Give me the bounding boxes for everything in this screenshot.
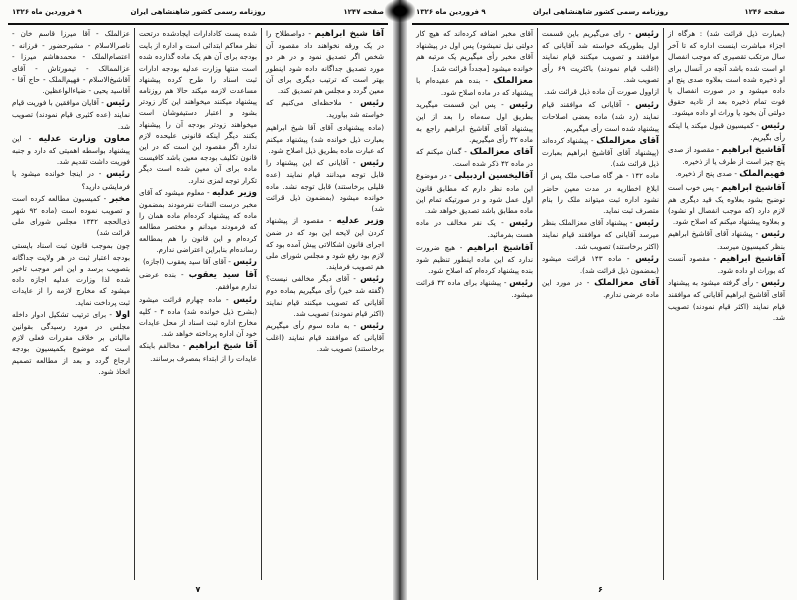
paragraph	[542, 99, 659, 134]
paragraph	[668, 182, 785, 228]
header-rule	[412, 23, 789, 25]
paragraph	[668, 144, 785, 167]
left-page	[0, 0, 396, 600]
speaker-name: رئیس	[106, 98, 130, 109]
paragraph-text: - مخالفم باینکه عایدات را از ابتداء بمصرف برسانند.	[139, 341, 257, 363]
paragraph-text: - در مورد این ماده عرضی ندارم.	[542, 278, 659, 300]
paragraph-text: عزالملک - آقا میرزا قاسم خان - ناصرالاسلام - مشیرحضور - فرزانه - اعتصام‌الملک - محمدهاشم میرزا - عزالممالک - تیمورتاش - آقای آقاشیخ‌الاسلام - فهیم‌الملک - حاج آقا - آقاسید یحیی - ضیاءالواعظین.	[12, 29, 130, 96]
issue-date: ۹ فروردین ماه ۱۳۲۶	[12, 8, 82, 16]
paragraph-text: - گمان میکنم که در ماده ۴۲ ذکر شده است.	[416, 147, 533, 169]
paragraph	[542, 86, 659, 98]
paragraph-text: - به ماده سوم رأی میگیریم آقایانی که موافقند قیام نمایند (اغلب برخاستند) تصویب شد.	[266, 321, 384, 354]
paragraph-text: - مقصود از صدی پنج چیز است از طرف یا از ذخیره.	[668, 145, 785, 167]
speaker-name: آقاشیخ ابراهیم	[721, 145, 785, 156]
paragraph	[668, 253, 785, 276]
paragraph	[12, 97, 130, 132]
paragraph-text: - این پیشنهاد بواسطه اهمیتی که دارد و جنبه فوریت داشت تقدیم شد.	[12, 133, 130, 167]
paragraph	[12, 133, 130, 168]
paragraph-text: - معلوم میشود که آقای مخبر درست التفات نفرمودند بمضمون ماده که پیشنهاد کرده‌ام ماده همان را که فرمودند میدانم و مختصر مطالعه کرده‌ام و این قانون را هم بمطالعه رسانده‌ام بنابراین اعتراضی ندارم.	[139, 187, 257, 254]
paragraph-text: - ماده ۱۴۳ قرائت میشود (بمضمون ذیل قرائت شد).	[542, 253, 659, 276]
book-gutter	[393, 0, 407, 600]
page-number: ۶	[598, 585, 603, 594]
text-column	[537, 28, 663, 580]
speaker-name: آقای معزالملک	[594, 278, 659, 289]
speaker-name: آقاشیخ ابراهیم	[466, 242, 533, 253]
speaker-name: فهیم‌الملک	[739, 169, 785, 180]
paragraph	[12, 309, 130, 377]
paragraph	[139, 187, 257, 255]
paragraph-text: - برای ترتیب تشکیل ادوار داخله مجلس در مورد رسیدگی بقوانین مالیاتی بر خلاف مقررات فعلی لازم است که موضوع بکمیسیون بودجه ارجاع گردد و بعد از مطالعه تصمیم اتخاذ شود.	[12, 309, 130, 376]
speaker-name: رئیس	[106, 169, 130, 180]
paragraph	[668, 28, 785, 119]
header-rule	[8, 23, 388, 25]
text-column	[8, 28, 134, 580]
paragraph	[668, 168, 785, 180]
paragraph	[139, 269, 257, 292]
speaker-name: رئیس	[761, 120, 785, 131]
paragraph-text: - صدی پنج از ذخیره.	[675, 169, 740, 179]
paragraph	[416, 217, 533, 240]
paragraph	[542, 277, 659, 300]
paragraph	[542, 28, 659, 85]
page-header	[412, 8, 789, 20]
paragraph	[266, 122, 384, 157]
paragraph	[416, 28, 533, 74]
paragraph-text: - پس این قسمت میگیرید بطریق اول سه‌ماه را بعد از این پیشنهاد آقای آقاشیخ ابراهیم راجع به ماده ۴۲ رأی میگیریم.	[416, 100, 533, 144]
speaker-name: رئیس	[509, 278, 533, 289]
speaker-name: معزالملک	[493, 75, 533, 86]
paragraph	[416, 75, 533, 98]
paragraph	[266, 28, 384, 96]
paragraph	[416, 277, 533, 300]
paragraph	[416, 242, 533, 277]
speaker-name: اولا	[115, 309, 130, 320]
paragraph	[139, 256, 257, 268]
speaker-name: معاون وزارت عدلیه	[38, 133, 130, 144]
paragraph-text: - یک نفر مخالف در ماده هست بفرمائید.	[416, 218, 533, 240]
paragraph	[266, 97, 384, 120]
speaker-name: رئیس	[635, 218, 659, 229]
paragraph-text: - پیشنهاد آقای آقاشیخ ابراهیم بنظر کمیسیون میرسد.	[668, 229, 785, 251]
paragraph-text: - آقای دیگر مخالفی نیست؟ (گفته شد خیر) رأی میگیریم بماده دوم آقایانی که تصویب میکنند قیام نمایند (اکثر قیام نمودند) تصویب شد.	[266, 274, 384, 318]
speaker-name: آقاشیخ ابراهیم	[721, 182, 785, 193]
paragraph	[12, 168, 130, 191]
paragraph-text: - پیشنهاد کرده‌اند (پیشنهاد آقای آقاشیخ ابراهیم بعبارت ذیل قرائت شد).	[542, 135, 659, 169]
speaker-name: رئیس	[233, 294, 257, 305]
paragraph	[542, 170, 659, 216]
paragraph-text: - بنده عرضی ندارم موافقم.	[139, 270, 257, 292]
paragraph	[542, 135, 659, 170]
paragraph-text: - بنده هم عقیده‌ام با پیشنهاد که در ماده اصلاح شود.	[416, 75, 533, 98]
paragraph	[668, 277, 785, 323]
speaker-name: رئیس	[360, 274, 384, 285]
paragraph	[668, 228, 785, 251]
speaker-name: وزیر عدلیه	[336, 216, 384, 227]
paragraph-text: - در اینجا خوانده میشود یا فرمایشی دارید؟	[12, 169, 130, 191]
speaker-name: رئیس	[635, 29, 659, 39]
paragraph	[139, 28, 257, 186]
paragraph-text: (بعبارت ذیل قرائت شد) : هرگاه از اجزاء مباشرت اینست اداره که تا آخر سال مرتکب تقصیری که موجب انفصال او است شده باشد آنچه در آنسال برای او ذخیره شده است بعلاوه صدی پنج او داده میشود و در صورت انفصال یا فوت تمام ذخیره بعد از تادیه حقوق دولتی آن بخود یا وراث او داده میشود.	[668, 29, 785, 118]
speaker-name: آقای معزالملک	[469, 147, 533, 158]
speaker-name: آقا شیخ ابراهیم	[188, 341, 258, 352]
paragraph-text: - رأی گرفته میشود به پیشنهاد آقای آقاشیخ ابراهیم آقایانی که موافقند قیام نمایند (اکثر قیام نمودند) تصویب شد.	[668, 278, 785, 322]
paragraph	[12, 240, 130, 308]
paragraph-text: - پیشنهاد آقای معزالملک بنظر میرسد آقایانی که موافقند قیام نمایند (اکثر برخاستند) تصویب شد.	[542, 218, 659, 251]
right-page	[404, 0, 797, 600]
paragraph-text: - آقایانی که این پیشنهاد را قابل توجه میدانند قیام نمایند (عده قلیلی برخاستند) قابل توجه نشد. ماده خوانده میشود (بمضمون ذیل قرائت شد)	[266, 158, 384, 214]
paragraph-text: - کمیسیون قبول میکند یا اینکه رأی بگیریم.	[668, 120, 785, 142]
speaker-name: آقا شیخ ابراهیم	[314, 29, 384, 39]
paragraph-text: شده پست کادادارات ایجادشده درتحت نظر معاکم ابتدائی است و اداره از بایت بودجه برای آن هم یک ماده گذارده شده است منتها وزارت عدلیه بودجه ادارات ثبت اسناد را طرح کرده پیشنهاد مساعدت لازمه میکند حالا هم روزنامه پیشنهاد میکنند میخواهند این کار زودتر بشود و اعتبار دستیفوشان است میخواهند زودتر بودجه آن را پیشنهاد بکنند دیگر اینکه قانونی علیحده لازم ندارد اگر مقصود این است که در این قانون تکلیف بودجه معین باشد کافیست ماده برای آن معین شده است دیگر تکرار توجه لمزی ندارد.	[139, 29, 257, 185]
speaker-name: رئیس	[233, 257, 257, 268]
paragraph	[416, 99, 533, 145]
speaker-name: رئیس	[360, 321, 384, 332]
paragraph-text: - ماده چهارم قرائت میشود (بشرح ذیل خوانده شد) ماده ۴ - کلیه مخارج اداره ثبت اسناد از محل عایدات خود آن اداره پرداخته خواهد شد.	[139, 294, 257, 339]
newspaper-title: روزنامه رسمی کشور شاهنشاهی ایران	[533, 8, 668, 16]
paragraph-text: - در موضوع این ماده نظر دارم که مطابق قانون اول عمل شود و در صورتیکه تمام این ماده مطابق باشد تصدیق خواهد شد.	[416, 171, 533, 216]
paragraph-text: - آقایانی که موافقند قیام نمایند (رد شد) ماده بعضی اصلاحات پیشنهاد شده است رأی میگیریم.	[542, 100, 659, 133]
paragraph-text: - مقصود از پیشنهاد کردن این لایحه این بود که در ضمن اجرای قانون اشکالاتی پیش آمده بود که لازم بود رفع شود و مجلس شورای ملی هم تصویب فرمایند.	[266, 216, 384, 272]
issue-date: ۹ فروردین ماه ۱۳۲۶	[416, 8, 486, 16]
speaker-name: آقالیخسین اردبیلی	[453, 171, 533, 182]
columns	[412, 28, 789, 580]
paragraph-text: ماده ۱۴۲ - هر گاه صاحب ملک پس از ابلاغ اخطاریه در مدت معین حاضر نشود اداره ثبت میتواند ملک را بنام متصرف ثبت نماید.	[542, 171, 659, 216]
paragraph-text: - مقصود آنست که بوراث او داده شود.	[668, 253, 785, 276]
paragraph-text: چون بموجب قانون ثبت اسناد بایستی بودجه اعتبار ثبت در هر ولایت جداگانه بتصویب برسد و این امر موجب تاخیر شده لذا وزارت عدلیه اجازه داده میشود که مخارج لازمه را از عایدات ثبت پرداخت نماید.	[12, 240, 130, 307]
speaker-name: رئیس	[360, 158, 384, 169]
paragraph	[542, 253, 659, 276]
speaker-name: آقاشیخ ابراهیم	[719, 253, 785, 264]
paragraph-text: آقای مخبر اضافه کرده‌اند که هیچ کار دولتی نیل نمیشود) پس اول در پیشنهاد آقای مخبر رأی میگیریم یک مرتبه هم خوانده میشود [مجدداً قرائت شد].	[416, 29, 533, 73]
paragraph-text: (ماده پیشنهادی آقای آقا شیخ ابراهیم بعبارت ذیل خوانده شد) پیشنهاد میکنم که عبارت ماده بطریق ذیل اصلاح شود.	[266, 122, 384, 156]
speaker-name: رئیس	[509, 218, 533, 229]
paragraph-text: - پیشنهاد برای ماده ۴۲ قرائت میشود.	[416, 278, 533, 300]
paragraph-text: - پس خوب است توضیح بشود بعلاوه یک قید دیگری هم لازم دارد (که موجب انفصال او نشود) و بعلاوه پیشنهاد میکنم که اصلاح شود.	[668, 182, 785, 227]
speaker-name: رئیس	[635, 253, 659, 264]
speaker-name: آقای معزالملک	[596, 135, 659, 146]
paragraph	[668, 120, 785, 143]
paragraph	[542, 217, 659, 252]
text-column	[663, 28, 789, 580]
paragraph	[12, 193, 130, 239]
page-label: صفحه ۱۲۴۷	[343, 8, 384, 16]
columns	[8, 28, 388, 580]
speaker-name: رئیس	[761, 229, 785, 240]
speaker-name: رئیس	[761, 278, 785, 289]
paragraph-text: ازاوول صورت آن ماده ذیل قرائت شد.	[544, 87, 659, 97]
newspaper-title: روزنامه رسمی کشور شاهنشاهی ایران	[130, 8, 266, 16]
paragraph-text: - ملاحظه‌ای می‌کنیم که خواسته شد بیاورید.	[266, 98, 384, 120]
paragraph	[266, 273, 384, 319]
paragraph	[139, 340, 257, 363]
speaker-name: وزیر عدلیه	[212, 187, 257, 198]
paragraph	[266, 215, 384, 272]
paragraph	[12, 28, 130, 96]
paragraph-text: - کمیسیون مطالعه کرده است و تصویب نموده است (ماده ۹۲ شهر ذی‌الحجه ۱۳۴۲ مجلس شورای ملی قرائت شد)	[12, 193, 131, 238]
speaker-name: رئیس	[635, 100, 659, 111]
speaker-name: مخبر	[109, 193, 130, 204]
paragraph-text: - هیچ ضرورت ندارد که این ماده اینطور تنظیم شود بنده پیشنهاد کرده‌ام که اصلاح شود.	[416, 242, 533, 276]
page-label: صفحه ۱۲۴۶	[744, 8, 785, 16]
paragraph	[266, 320, 384, 355]
paragraph-text: - آقایان موافقین با فوریت قیام نمایند (عده کثیری قیام نمودند) تصویب شد.	[12, 98, 130, 131]
page-number: ۷	[195, 585, 201, 594]
paragraph-text: - دواصطلاح را در یک ورقه نخواهند داد مقصود آن شخص اگر تصدیق نمود و در هر دو مورد تصدیق جداگانه داده شود اینطور بهتر است که ترتیب دیگری برای آن معین گردد و مجلس هم تصدیق کند.	[266, 29, 384, 96]
speaker-name: آقا سید یعقوب	[188, 270, 257, 281]
paragraph-text: - رای می‌گیریم باین قسمت اول بطوریکه خواسته شد آقایانی که موافقند و تصویب میکنند قیام نمایند (اغلب قیام نمودند) باکثریت ۶۹ رأی تصویب شد.	[542, 29, 659, 84]
paragraph	[139, 294, 257, 340]
paragraph	[416, 170, 533, 216]
speaker-name: رئیس	[509, 100, 533, 111]
paragraph	[266, 157, 384, 214]
page-header	[8, 8, 388, 20]
text-column	[134, 28, 261, 580]
paragraph-text: - آقای آقا سید یعقوب (اجازه)	[142, 257, 234, 267]
paragraph	[416, 146, 533, 169]
text-column	[261, 28, 388, 580]
speaker-name: رئیس	[360, 98, 384, 109]
text-column	[412, 28, 537, 580]
